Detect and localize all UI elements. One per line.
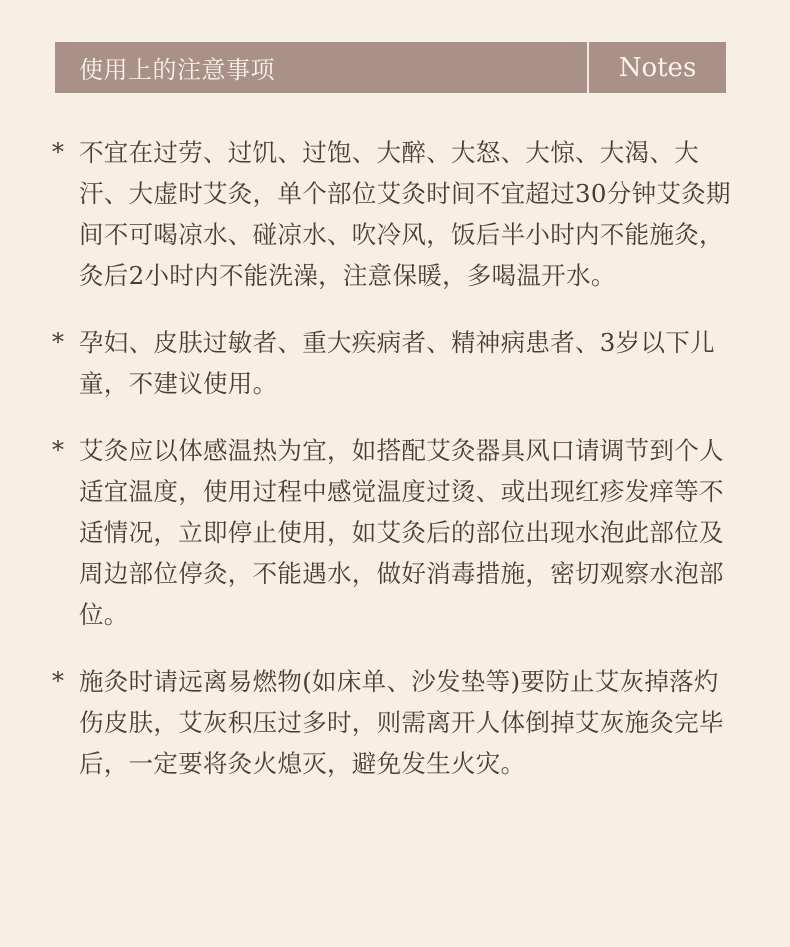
notes-list bbox=[52, 132, 732, 810]
section-header bbox=[55, 42, 726, 93]
note-item bbox=[52, 661, 732, 784]
asterisk-bullet-icon: * bbox=[52, 667, 64, 695]
section-title: 使用上的注意事项 bbox=[79, 56, 275, 84]
note-text: 不宜在过劳、过饥、过饱、大醉、大怒、大惊、大渴、大汗、大虚时艾灸，单个部位艾灸时间不宜超过30分钟艾灸期间不可喝凉水、碰凉水、吹冷风，饭后半小时内不能施灸，灸后2小时内不能洗澡，注意保暖，多喝温开水。 bbox=[79, 138, 731, 290]
asterisk-bullet-icon: * bbox=[52, 328, 64, 356]
note-text: 施灸时请远离易燃物(如床单、沙发垫等)要防止艾灰掉落灼伤皮肤，艾灰积压过多时，则需离开人体倒掉艾灰施灸完毕后，一定要将灸火熄灭，避免发生火灾。 bbox=[79, 667, 724, 778]
note-item bbox=[52, 132, 732, 296]
note-item bbox=[52, 430, 732, 635]
asterisk-bullet-icon: * bbox=[52, 436, 64, 464]
asterisk-bullet-icon: * bbox=[52, 138, 64, 166]
note-item bbox=[52, 322, 732, 404]
notes-label: Notes bbox=[618, 52, 697, 83]
note-text: 艾灸应以体感温热为宜，如搭配艾灸器具风口请调节到个人适宜温度，使用过程中感觉温度过烫、或出现红疹发痒等不适情况，立即停止使用，如艾灸后的部位出现水泡此部位及周边部位停灸，不能遇水，做好消毒措施，密切观察水泡部位。 bbox=[79, 436, 724, 629]
note-text: 孕妇、皮肤过敏者、重大疾病者、精神病患者、3岁以下儿童，不建议使用。 bbox=[79, 328, 715, 398]
